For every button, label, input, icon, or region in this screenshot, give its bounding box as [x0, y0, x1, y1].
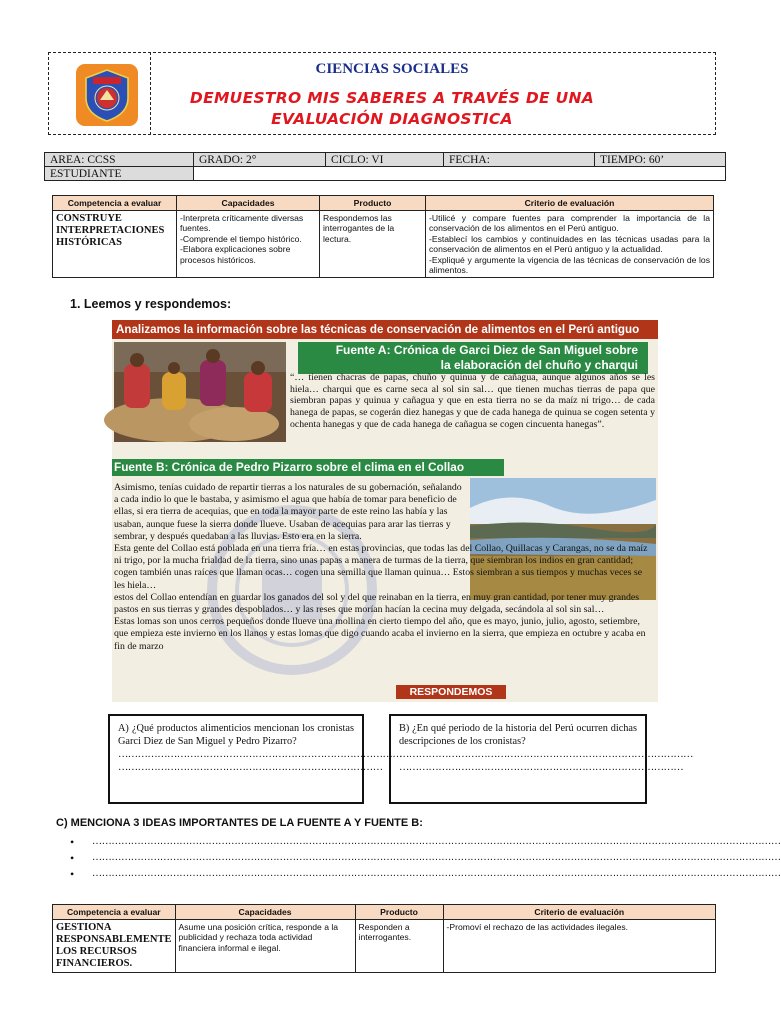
- capacidades-cell: Asume una posición crítica, responde a la publicidad y rechaza toda actividad financiera informal e ilegal.: [175, 920, 355, 973]
- page-title: [152, 88, 632, 130]
- answer-b-line[interactable]: ……………………………………………………………………………: [399, 762, 684, 773]
- criterios-cell: [426, 211, 714, 278]
- header-capacidades: Capacidades: [175, 905, 355, 920]
- area-cell: AREA: CCSS: [45, 153, 194, 167]
- competencia-cell: CONSTRUYE INTERPRETACIONES HISTÓRICAS: [53, 211, 177, 278]
- header-criterio: Criterio de evaluación: [443, 905, 715, 920]
- competencia-cell: GESTIONA RESPONSABLEMENTE LOS RECURSOS FINANCIEROS.: [53, 920, 176, 973]
- fuente-a-quote: “… tienen chacras de papas, chuño y quinua y de cañagua, aunque algunos años se les hiela… charqui que es carne seca al sol sin sal… que tienen muchas tierras de papa que siembran papas y quinua y cañagua y que en esta tierra no se da maíz ni trigo… de cada hanega de papas, se cogerán diez hanegas y que de cada hanega de quinua se cogen setenta y ochenta hanegas y que de cada hanega de cañagua se cogen cincuenta hanegas”.: [290, 372, 655, 430]
- page-title-line-1: DEMUESTRO MIS SABERES A TRAVÉS DE UNA: [189, 89, 595, 107]
- header-divider: [150, 52, 151, 135]
- capacidad-item: -Interpreta críticamente diversas fuentes.: [180, 213, 304, 234]
- bullet-icon: •: [70, 867, 75, 881]
- criterio-item: -Utilicé y compare fuentes para comprender la importancia de la conservación de los alimentos en el Perú antiguo.: [429, 213, 710, 234]
- answer-a-line[interactable]: ……………………………………………………………………………: [118, 749, 403, 760]
- answer-b-line[interactable]: ………………………………………………………………………………: [399, 749, 693, 760]
- fuente-b-banner: Fuente B: Crónica de Pedro Pizarro sobre el clima en el Collao: [112, 459, 504, 476]
- student-info-table: [44, 152, 726, 181]
- criterio-item: -Establecí los cambios y continuidades en las técnicas usadas para la conservación de alimentos en el Perú antiguo y la actualidad.: [429, 233, 710, 255]
- section-heading: 1. Leemos y respondemos:: [70, 297, 232, 311]
- grado-cell: GRADO: 2°: [194, 153, 326, 167]
- answer-c-line[interactable]: ……………………………………………………………………………………………………………………………………………………………………………………………: [92, 836, 781, 847]
- fecha-cell: FECHA:: [444, 153, 595, 167]
- competency-table-1: [52, 195, 714, 278]
- bullet-icon: •: [70, 835, 75, 849]
- estudiante-label: ESTUDIANTE: [45, 167, 194, 181]
- fuente-b-paragraph: Estas lomas son unos cerros pequeños donde llueve una mollina en cierto tiempo del año, que es mayo, junio, julio, agosto, setiembre, que empieza este invierno en los llanos y estas lomas que digo cuando acaba el invierno en la sierra, que empieza en octubre y acaba en fin de marzo: [114, 616, 646, 652]
- bullet-icon: •: [70, 851, 75, 865]
- answer-c-line[interactable]: ……………………………………………………………………………………………………………………………………………………………………………………………: [92, 852, 781, 863]
- ciclo-cell: CICLO: VI: [326, 153, 444, 167]
- fuente-a-title-line-2: la elaboración del chuño y charqui: [440, 358, 638, 372]
- capacidad-item: -Elabora explicaciones sobre procesos históricos.: [180, 244, 291, 265]
- header-competencia: Competencia a evaluar: [53, 196, 177, 211]
- question-a-box: [108, 714, 403, 804]
- fuente-b-text: [114, 482, 654, 653]
- criterio-item: -Expliqué y argumente la vigencia de las técnicas de conservación de los alimentos.: [429, 254, 710, 276]
- capacidades-cell: [177, 211, 320, 278]
- subject-title: CIENCIAS SOCIALES: [315, 61, 469, 77]
- question-b-box: [389, 714, 693, 804]
- tiempo-cell: TIEMPO: 60’: [595, 153, 726, 167]
- fuente-b-paragraph: Esta gente del Collao está poblada en una tierra fría… en estas provincias, que todas las del Collao, Quillacas y Carangas, no se da maíz ni trigo, por la mucha frialdad de la tierra, sino unas papas a manera de turmas de la tierra, que siembran los indios en gran cantidad; cogen también unas raíces que llaman ocas… cogen una semilla que llaman quinua… Estos siembran a sus tiempos y muchas veces se les hiela…: [114, 543, 648, 591]
- fuente-a-banner: [298, 342, 648, 374]
- producto-cell: Respondemos las interrogantes de la lectura.: [320, 211, 426, 278]
- header-producto: Producto: [355, 905, 443, 920]
- fuente-a-title-line-1: Fuente A: Crónica de Garci Diez de San Miguel sobre: [335, 343, 638, 357]
- criterio-cell: -Promoví el rechazo de las actividades ilegales.: [443, 920, 715, 973]
- producto-cell: Responden a interrogantes.: [355, 920, 443, 973]
- infographic-banner: Analizamos la información sobre las técnicas de conservación de alimentos en el Perú antiguo: [112, 320, 658, 339]
- answer-a-line[interactable]: ………………………………………………………………………: [118, 762, 383, 773]
- respondemos-banner: RESPONDEMOS: [396, 685, 506, 699]
- header-producto: Producto: [320, 196, 426, 211]
- page-title-line-2: EVALUACIÓN DIAGNOSTICA: [271, 110, 513, 128]
- question-b-text: B) ¿En qué periodo de la historia del Perú ocurren dichas descripciones de los cronistas?: [399, 723, 637, 747]
- answer-c-line[interactable]: ……………………………………………………………………………………………………………………………………………………………………………………………: [92, 868, 781, 879]
- capacidad-item: -Comprende el tiempo histórico.: [180, 233, 302, 244]
- school-crest-logo: [76, 64, 138, 126]
- sources-infographic: [112, 320, 658, 702]
- header-capacidades: Capacidades: [177, 196, 320, 211]
- potato-harvest-photo: [114, 342, 286, 442]
- header-competencia: Competencia a evaluar: [53, 905, 176, 920]
- fuente-b-paragraph: Asimismo, tenías cuidado de repartir tierras a los naturales de su gobernación, señalando a cada indio lo que le bastaba, y asimismo el agua que había de tomar para beneficio de ellas, si era tierra de acequias, que en toda la mayor parte de este reino las había y las usaban, aunque fuese la sierra donde llueve. Usaban de acequias para arar las tierras y sembrar, y después quedaban a las lluvias. Esto era en la sierra.: [114, 482, 462, 542]
- competency-table-2: [52, 904, 716, 973]
- fuente-b-paragraph: estos del Collao entendían en guardar los ganados del sol y del que reinaban en la tierra, en muy gran cantidad, por tener muy grandes pastos en sus tierras y grandes despoblados… y las reses que morían hacían la cecina muy delgada, secándola al sol sin sal…: [114, 591, 640, 616]
- question-c-heading: C) MENCIONA 3 IDEAS IMPORTANTES DE LA FUENTE A Y FUENTE B:: [56, 817, 423, 829]
- question-a-text: A) ¿Qué productos alimenticios mencionan los cronistas Garci Diez de San Miguel y Pedro Pizarro?: [118, 723, 354, 747]
- estudiante-field[interactable]: [194, 167, 726, 181]
- header-criterio: Criterio de evaluación: [426, 196, 714, 211]
